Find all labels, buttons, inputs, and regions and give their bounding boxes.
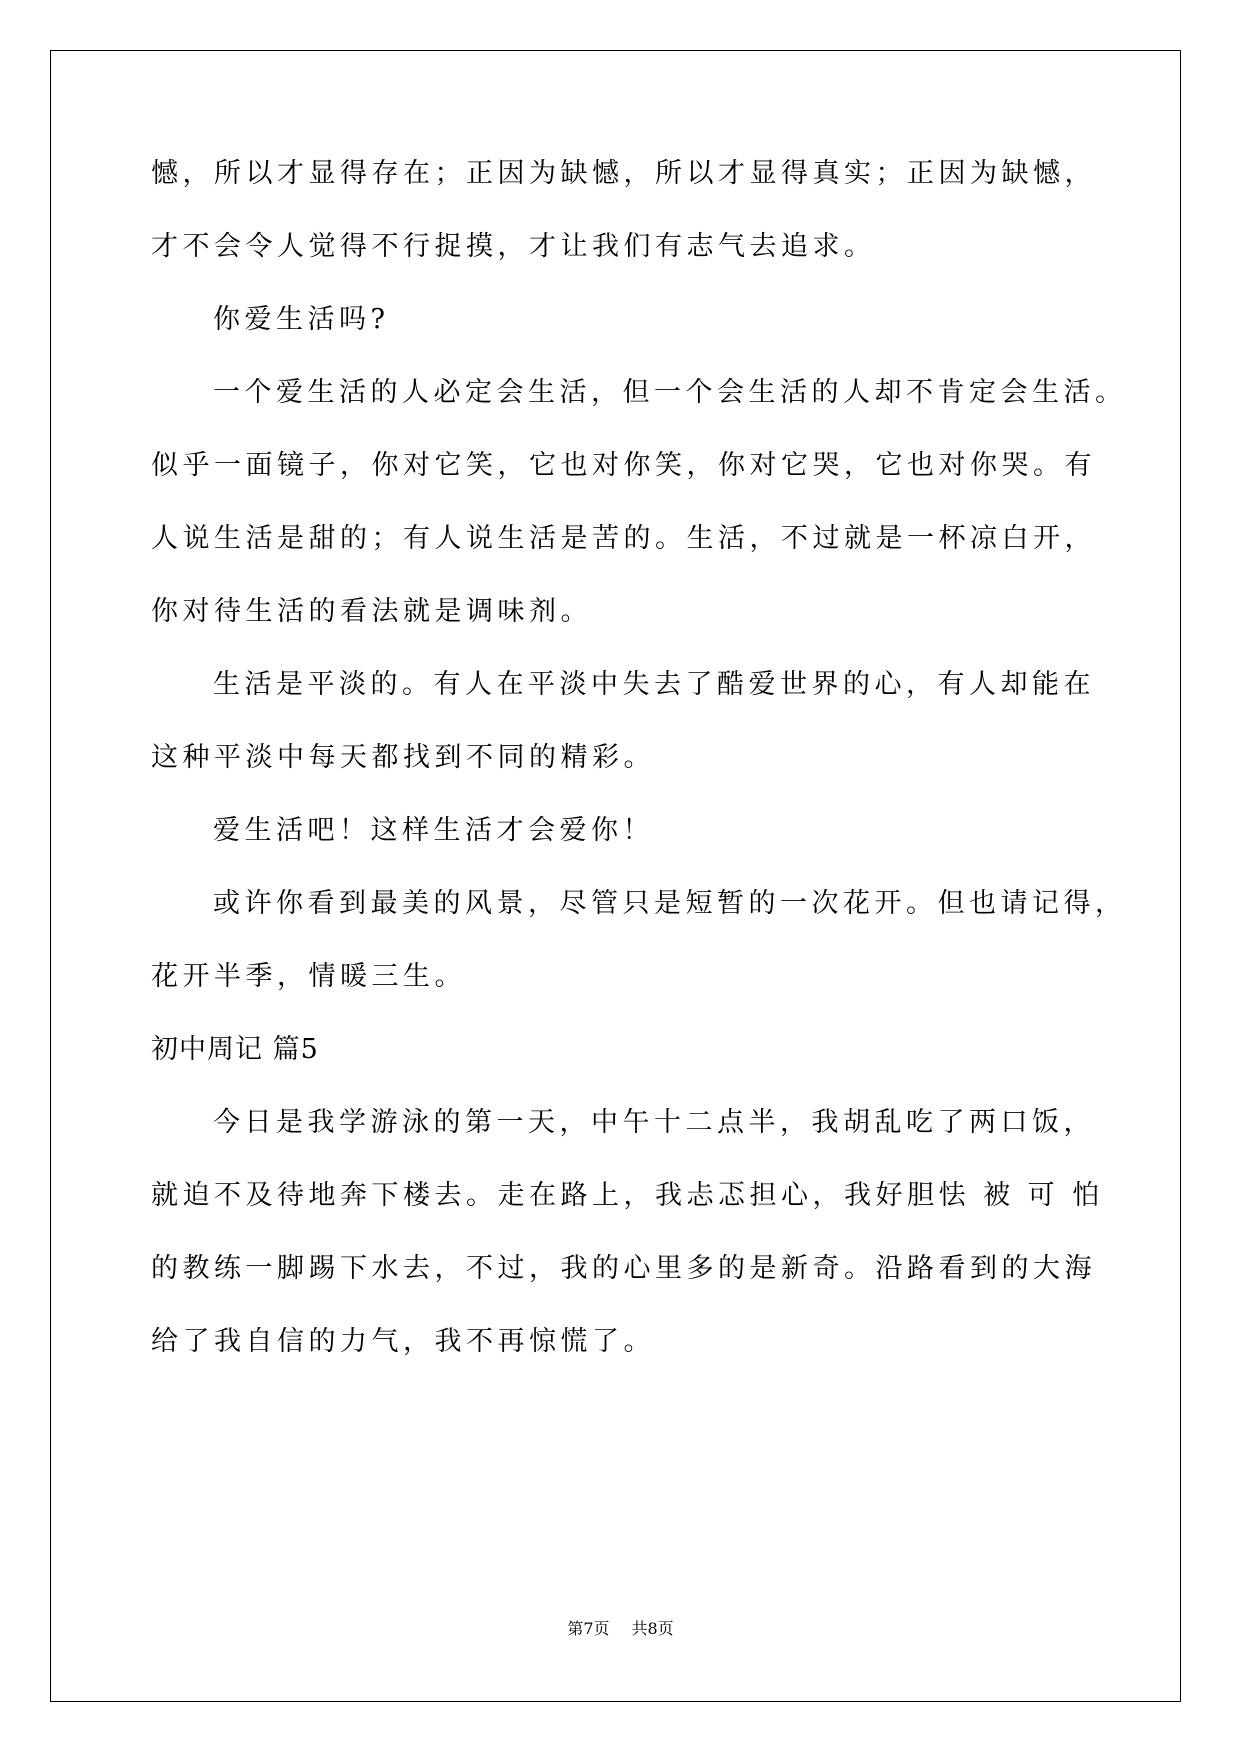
text-line: 给了我自信的力气，我不再惊慌了。 <box>151 1326 655 1357</box>
text-line: 今日是我学游泳的第一天，中午十二点半，我胡乱吃了两口饭， <box>213 1107 1095 1138</box>
page-footer <box>0 1616 1241 1639</box>
page-total: 共8页 <box>631 1619 674 1638</box>
text-line: 人说生活是甜的；有人说生活是苦的。生活，不过就是一杯凉白开， <box>151 523 1096 554</box>
text-line: 才不会令人觉得不行捉摸，才让我们有志气去追求。 <box>151 231 876 262</box>
page-number: 第7页 <box>567 1619 610 1638</box>
text-line: 一个爱生活的人必定会生活，但一个会生活的人却不肯定会生活。 <box>213 377 1127 408</box>
text-line: 似乎一面镜子，你对它笑，它也对你笑，你对它哭，它也对你哭。有 <box>151 450 1096 481</box>
text-line: 就迫不及待地奔下楼去。走在路上，我忐忑担心，我好胆怯 被 可 怕 <box>151 1180 1104 1211</box>
text-line: 这种平淡中每天都找到不同的精彩。 <box>151 742 655 773</box>
page-border <box>50 50 1181 1702</box>
text-line: 你对待生活的看法就是调味剂。 <box>151 596 592 627</box>
text-line: 憾，所以才显得存在；正因为缺憾，所以才显得真实；正因为缺憾， <box>151 158 1096 189</box>
text-line: 或许你看到最美的风景，尽管只是短暂的一次花开。但也请记得， <box>213 888 1127 919</box>
section-heading: 初中周记 篇5 <box>151 1034 319 1065</box>
text-line: 花开半季，情暖三生。 <box>151 961 466 992</box>
text-line: 生活是平淡的。有人在平淡中失去了酷爱世界的心，有人却能在 <box>213 669 1095 700</box>
text-line: 爱生活吧！这样生活才会爱你！ <box>213 815 654 846</box>
text-line: 你爱生活吗? <box>213 304 390 335</box>
text-line: 的教练一脚踢下水去，不过，我的心里多的是新奇。沿路看到的大海 <box>151 1253 1096 1284</box>
